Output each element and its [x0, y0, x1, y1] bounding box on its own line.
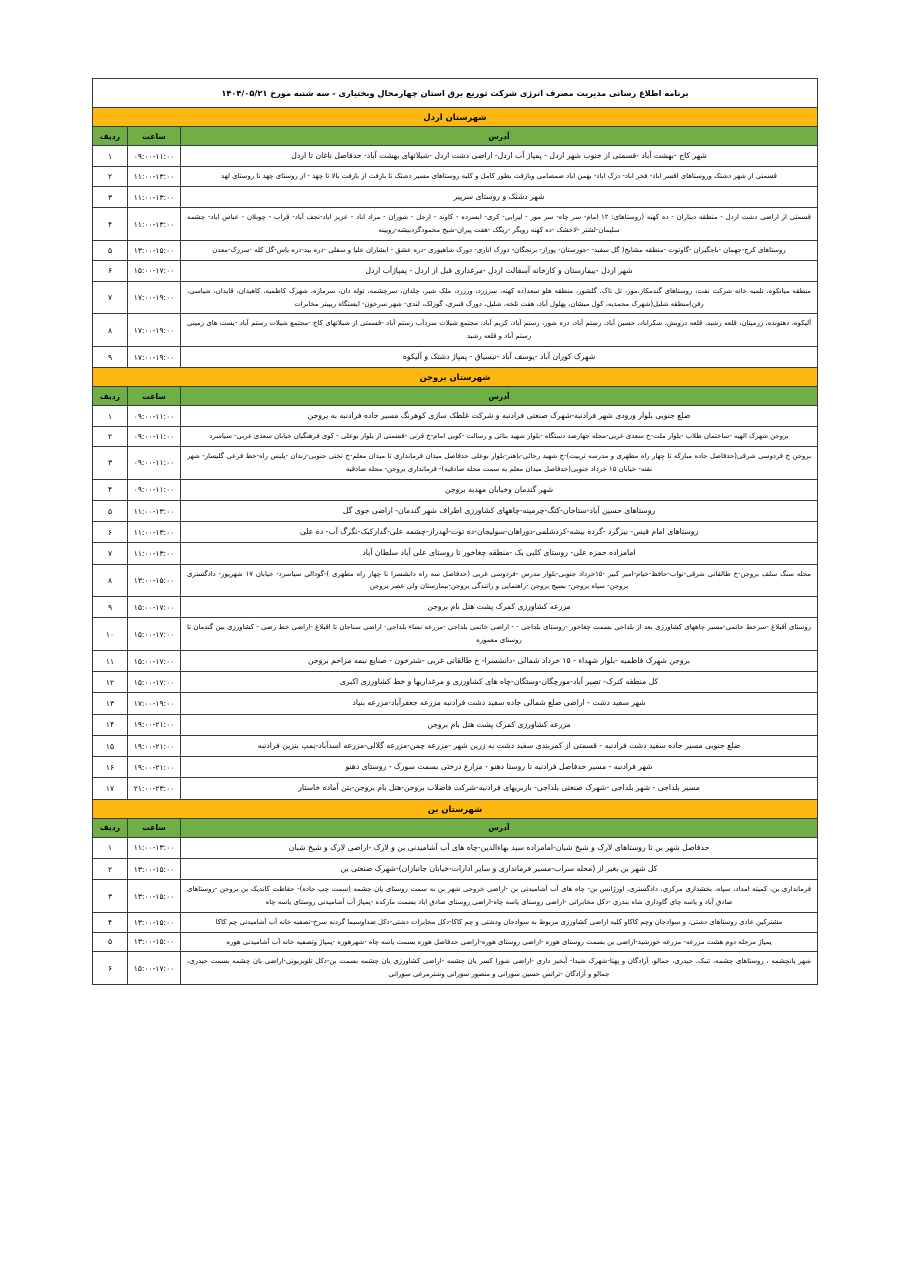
outage-time-cell: ۰۹:۰۰-۱۱:۰۰	[128, 146, 181, 167]
county-header-row	[92, 368, 817, 387]
outage-address-cell: ضلع جنوبی مسیر جاده سفید دشت فرادنبه - قسمتی از کمربندی سفید دشت به زرین شهر -مزرعه چمن-مزرعه گلالی-مزرعه اسدآباد-پمپ بنزین فرادنبه	[181, 735, 818, 756]
outage-time-cell: ۱۱:۰۰-۱۳:۰۰	[128, 187, 181, 208]
column-header-address: آدرس	[181, 387, 818, 406]
outage-time-cell: ۱۳:۰۰-۱۵:۰۰	[128, 880, 181, 913]
table-row	[92, 281, 817, 314]
outage-schedule-sheet	[93, 78, 818, 985]
outage-address-cell: روستاهای امام قیس- بیزگرد -گرده بیشه-کردشلمی-دوراهان-سولیجان-ده توت-لهدراز-چشمه علی-گدارکبک-نگرگ آب- ده علی	[181, 522, 818, 543]
outage-row-number-cell: ۲	[92, 167, 127, 187]
outage-time-cell: ۱۵:۰۰-۱۷:۰۰	[128, 650, 181, 671]
column-header-address: آدرس	[181, 127, 818, 146]
outage-address-cell: مزرعه کشاورزی کمرک پشت هتل بام بروجن	[181, 597, 818, 618]
outage-row-number-cell: ۳	[92, 447, 127, 480]
outage-time-cell: ۱۵:۰۰-۱۷:۰۰	[128, 260, 181, 281]
table-row	[92, 187, 817, 208]
outage-row-number-cell: ۲	[92, 427, 127, 447]
outage-address-cell: شهر گندمان وخیابان مهدیه بروجن	[181, 479, 818, 500]
outage-time-cell: ۱۳:۰۰-۱۵:۰۰	[128, 912, 181, 932]
county-header-row	[92, 799, 817, 818]
outage-address-cell: قسمتی از اراضی دشت اردل - منطقه دیناران - ده کهنه (روستاهای: ۱۲ امام- سر چاه- سر مور - لیرابی- کری- ابسرده - کاوند - ارجل - شوران - مراد اباد - عزیز اباد-نجف آباد- قراب - چوبلان - عباس اباد- چشمه سلیمان-لشتر -لاخشک -ده کهنه رویگر -ریگک -هفت پیران-شیخ محمودگردبیشه-رویینه	[181, 208, 818, 241]
table-row	[92, 672, 817, 693]
outage-time-cell: ۱۹:۰۰-۲۱:۰۰	[128, 757, 181, 778]
outage-address-cell: بروجن شهرک الهیه -ساختمان طلاب -بلوار ملت-خ سعدی غربی-محله جهارصد دستگاه -بلوار شهید بنائی و رسالت -کویی امام-خ قرنی -قسمتی از بلوار بوعلی - کوی فرهنگیان خیابان سعدی غربی- سیاسرد	[181, 427, 818, 447]
table-row	[92, 447, 817, 480]
outage-time-cell: ۱۷:۰۰-۱۹:۰۰	[128, 314, 181, 347]
outage-row-number-cell: ۶	[92, 260, 127, 281]
table-row	[92, 314, 817, 347]
outage-row-number-cell: ۷	[92, 543, 127, 564]
outage-address-cell: مسیر بلداجی - شهر بلداجی -شهرک صنعتی بلداجی- باربریهای فرادنبه-شرکت فاضلاب بروجن-هتل بام بروجن-بتن آماده خاستار	[181, 778, 818, 799]
outage-address-cell: شهر دشتک و روستای سرپیر	[181, 187, 818, 208]
outage-address-cell: شهرک کوران آباد -یوسف آباد -نیسیاق - پمپاژ دشتک و آلیکوه	[181, 346, 818, 367]
table-row	[92, 618, 817, 651]
outage-row-number-cell: ۱	[92, 837, 127, 858]
outage-address-cell: حدفاصل شهر بن تا روستاهای لارک و شیخ شبان-امامزاده سید بهاءالدین-چاه های آب آشامیدنی بن و لارک -اراضی لارک و شیخ شبان	[181, 837, 818, 858]
outage-address-cell: شهر کاج -بهشت آباد -قسمتی از جنوب شهر اردل - پمپاژ آب اردل- اراضی دشت اردل -شیلاتهای بهشت آباد- حدفاصل ناغان تا اردل	[181, 146, 818, 167]
column-header-rowno: ردیف	[92, 818, 127, 837]
column-header-time: ساعت	[128, 127, 181, 146]
outage-row-number-cell: ۹	[92, 597, 127, 618]
table-row	[92, 932, 817, 952]
table-row	[92, 735, 817, 756]
outage-time-cell: ۱۵:۰۰-۱۷:۰۰	[128, 597, 181, 618]
outage-address-cell: ضلع جنوبی بلوار ورودی شهر فرادنبه-شهرک صنعتی فرادنبه و شرکت غلطک سازی کوهرنگ مسیر جاده فرادنبه به بروجن	[181, 406, 818, 427]
outage-time-cell: ۱۱:۰۰-۱۳:۰۰	[128, 167, 181, 187]
page-title: برنامه اطلاع رسانی مدیریت مصرف انرژی شرکت توزیع برق استان چهارمحال وبختیاری - سه شنبه مورخ ۱۴۰۴/۰۵/۲۱	[92, 79, 817, 108]
table-row	[92, 522, 817, 543]
table-row	[92, 880, 817, 913]
outage-time-cell: ۱۹:۰۰-۲۱:۰۰	[128, 735, 181, 756]
column-header-row	[92, 818, 817, 837]
outage-address-cell: آلیکوه، دهتونده، زرمیتان، قلعه رشید، قلعه درویش، شکراباد، حسین آباد، رستم آباد، دره شور، رستم آباد، کریم آباد، مجتمع شیلات سردآب رستم آباد -قسمتی از شیلاتهای کاج -مجتمع شیلات رستم آباد -پست های زمینی رستم آباد و قلعه رشید	[181, 314, 818, 347]
document-title-row	[92, 79, 817, 108]
outage-time-cell: ۱۵:۰۰-۱۷:۰۰	[128, 952, 181, 985]
outage-address-cell: منطقه میانکوه، تلمبه خانه شرکت نفت، روستاهای گندمکار،مور، تل تاک، گلشور، منطقه هلو سعد(ده کهنه، سرزرد، ورزرد، ملک شیر، چلدان، سرچشمه، توله دان، سرمازه، شهرک کاظمیه، کاهیدان، قایدان، شیاسی، رفن)منطقه شلیل(شهرک محمدیه، کول میشان، پهلول آباد، هفت تلخه، شلیل، دورک قنبری، گوزلک، لندی- شهر سرخون- ایستگاه ریپیتر مخابرات	[181, 281, 818, 314]
outage-row-number-cell: ۷	[92, 281, 127, 314]
outage-address-cell: بروجن خ فردوسی شرقی(حدفاصل جاده مبارکه تا چهار راه مطهری و مدرسه تربیت)-خ شهید رجائی-باهنر-بلوار بوعلی حدفاصل میدان فرمانداری تا میدان معلم-خ تختی جنوبی-زندان -پلیس راه-خط فرعی گلیسار- شهر نقنه- خیابان ۱۵ خرداد جنوبی(حدفاصل میدان معلم به سمت محله صادقیه)- فرمانداری بروجن- محله صادقیه	[181, 447, 818, 480]
outage-address-cell: کل منطقه کنرک- تصیر آباد-مورچگان-وستگان-چاه های کشاورزی و مرغداریها و خط کشاورزی اکبری	[181, 672, 818, 693]
column-header-time: ساعت	[128, 387, 181, 406]
table-row	[92, 167, 817, 187]
table-row	[92, 260, 817, 281]
outage-time-cell: ۱۵:۰۰-۱۷:۰۰	[128, 618, 181, 651]
outage-time-cell: ۱۳:۰۰-۱۵:۰۰	[128, 932, 181, 952]
table-row	[92, 427, 817, 447]
outage-time-cell: ۰۹:۰۰-۱۱:۰۰	[128, 406, 181, 427]
column-header-time: ساعت	[128, 818, 181, 837]
table-row	[92, 208, 817, 241]
outage-address-cell: مشترکین عادی روستاهای دشتی، و سوادجان وچم کاکاو کلیه اراضی کشاورزی مربوط به سوادجان ودشتی و چم کاکا-دکل مخابرات دشتی-دکل صداوسیما گردنه سرخ-تصفیه خانه آب آشامیدنی چم کاکا	[181, 912, 818, 932]
table-row	[92, 146, 817, 167]
outage-row-number-cell: ۹	[92, 346, 127, 367]
outage-address-cell: فرمانداری بن، کمیته امداد، سپاه، بخشداری مرکزی، دادگستری، اورژانس بن- چاه های آب آشامیدنی بن -اراضی خروجی شهر بن به سمت روستای یان چشمه (سمت چپ جاده)- حفاظت کاندیک بن بروجن -روستاهای صادق آباد و یاسه چای گاوداری شاه بندری -دکل مخابراتی -اراضی روستای یاسه چاه-اراضی روستای صادق اباد بسمت مارکده -پمپاژ آب آشامیدنی روستای یاسه چاه	[181, 880, 818, 913]
outage-address-cell: محله سنگ سلف بروجن-خ طالقانی شرقی-نواب-حافظ-خیام-امیر کبیر -۱۵خرداد جنوبی-بلوار مدرس -فردوسی غربی (حدفاصل سه راه دانشسرا تا چهار راه مطهری )-گودالی سیاسرد- خیابان ۱۷ شهریور- دادگستری بروجن- سپاه بروجن- بسیج بروجن -راهنمایی و رانندگی بروجن-بیمارستان ولی عصر بروجن	[181, 564, 818, 597]
table-row	[92, 837, 817, 858]
outage-row-number-cell: ۱۷	[92, 778, 127, 799]
outage-address-cell: شهر یانچشمه ، روستاهای چشمه، تنبک، حیدری، جمالو، آزادگان و پهنا-شهرک شیدا- آبخیز داری -اراضی شورا کسر یان چشمه -اراضی کشاورزی یان چشمه بسمت بن-دکل تلویزیونی-اراضی یان چشمه بسمت حیدری، جمالو و آزادگان -تراتس حسین سورانی و منصور سورانی وشترمرغی سورانی	[181, 952, 818, 985]
outage-row-number-cell: ۴	[92, 208, 127, 241]
column-header-address: آدرس	[181, 818, 818, 837]
outage-row-number-cell: ۶	[92, 952, 127, 985]
table-row	[92, 346, 817, 367]
outage-row-number-cell: ۳	[92, 880, 127, 913]
column-header-rowno: ردیف	[92, 127, 127, 146]
outage-time-cell: ۰۹:۰۰-۱۱:۰۰	[128, 447, 181, 480]
outage-row-number-cell: ۳	[92, 187, 127, 208]
outage-row-number-cell: ۵	[92, 240, 127, 260]
outage-address-cell: پمپاژ مرحله دوم هشت مزرعه- مزرعه خورشید-اراضی بن بسمت روستای هوره -اراضی روستای هوره-اراضی حدفاصل هوره بسمت یاسه چاه -شهرهوره -پمپاژ وتصفیه خانه آب آشامیدنی هوره	[181, 932, 818, 952]
outage-address-cell: مزرعه کشاورزی کمرک پشت هتل بام بروجن	[181, 714, 818, 735]
outage-address-cell: قسمتی از شهر دشتک وروستاهای اقسر اباد- فخر اباد- دزک اباد- بهمن اباد صمصامی وبازفت بطور کامل و کلیه روستاهای مسیر دشتک تا بازفت از بازفت بالا تا چهد - از روستای چهد تا روستای لهد	[181, 167, 818, 187]
table-row	[92, 912, 817, 932]
outage-address-cell: امامزاده حمزه علی- روستای کلبی یک -منطقه چغاخور تا روستای علی آباد سلطان آباد	[181, 543, 818, 564]
outage-time-cell: ۱۳:۰۰-۱۵:۰۰	[128, 564, 181, 597]
table-row	[92, 858, 817, 879]
outage-time-cell: ۰۹:۰۰-۱۱:۰۰	[128, 427, 181, 447]
outage-row-number-cell: ۱۶	[92, 757, 127, 778]
outage-address-cell: شهر سفید دشت - اراضی ضلع شمالی جاده سفید دشت فرادنبه مزرعه جعفرآباد-مزرعه بنیاد	[181, 693, 818, 714]
outage-time-cell: ۰۹:۰۰-۱۱:۰۰	[128, 479, 181, 500]
outage-row-number-cell: ۱۴	[92, 714, 127, 735]
outage-row-number-cell: ۵	[92, 500, 127, 521]
table-row	[92, 714, 817, 735]
outage-row-number-cell: ۱۰	[92, 618, 127, 651]
outage-row-number-cell: ۴	[92, 479, 127, 500]
outage-row-number-cell: ۸	[92, 564, 127, 597]
county-header-row	[92, 108, 817, 127]
outage-time-cell: ۱۱:۰۰-۱۳:۰۰	[128, 543, 181, 564]
table-row	[92, 778, 817, 799]
outage-row-number-cell: ۸	[92, 314, 127, 347]
outage-time-cell: ۱۹:۰۰-۲۱:۰۰	[128, 714, 181, 735]
outage-time-cell: ۱۱:۰۰-۱۳:۰۰	[128, 500, 181, 521]
column-header-rowno: ردیف	[92, 387, 127, 406]
outage-row-number-cell: ۱۵	[92, 735, 127, 756]
table-row	[92, 543, 817, 564]
outage-row-number-cell: ۵	[92, 932, 127, 952]
column-header-row	[92, 387, 817, 406]
outage-time-cell: ۱۱:۰۰-۱۳:۰۰	[128, 837, 181, 858]
outage-time-cell: ۱۷:۰۰-۱۹:۰۰	[128, 346, 181, 367]
outage-row-number-cell: ۲	[92, 858, 127, 879]
outage-time-cell: ۱۱:۰۰-۱۳:۰۰	[128, 522, 181, 543]
outage-time-cell: ۱۳:۰۰-۱۵:۰۰	[128, 858, 181, 879]
county-name: شهرستان بروجن	[92, 368, 817, 387]
outage-time-cell: ۱۷:۰۰-۱۹:۰۰	[128, 693, 181, 714]
outage-address-cell: روستاهای حسین آباد-ستاجان-کنگ-چرمینه-چاههای کشاورزی اطراف شهر گندمان- اراضی جوی گل	[181, 500, 818, 521]
outage-address-cell: شهر فرادنبه - مسیر حدفاصل فرادنبه تا روستا دهنو - مزارع درختی بسمت سورک - روستای دهنو	[181, 757, 818, 778]
county-name: شهرستان بن	[92, 799, 817, 818]
outage-row-number-cell: ۱۲	[92, 672, 127, 693]
outage-address-cell: روستای آقبلاغ -سرخط حاتمی-مسیر چاههای کشاورزی بعد از بلداجی بسمت چغاخور -روستای بلداجی - - اراضی خاتمی بلداجی -مزرعه نساء بلداجی- اراضی سناجان تا اقبلاغ -اراضی خط رضی - کشاورزی بین گندمان تا روستای معموره	[181, 618, 818, 651]
outage-row-number-cell: ۴	[92, 912, 127, 932]
column-header-row	[92, 127, 817, 146]
outage-row-number-cell: ۱	[92, 146, 127, 167]
table-row	[92, 597, 817, 618]
outage-time-cell: ۱۳:۰۰-۱۵:۰۰	[128, 240, 181, 260]
table-row	[92, 952, 817, 985]
table-row	[92, 693, 817, 714]
outage-time-cell: ۱۵:۰۰-۱۷:۰۰	[128, 672, 181, 693]
outage-row-number-cell: ۱۳	[92, 693, 127, 714]
outage-schedule-table	[92, 78, 818, 985]
county-name: شهرستان اردل	[92, 108, 817, 127]
table-row	[92, 564, 817, 597]
outage-address-cell: روستاهای کرج-جهمان -باجگیران -گاوتوت -منطقه مشایخ( گل سفید- -جوزستان- پوراز- برنجگان- دورک اناری- دورک شاهپوری -دره عشق - ابشاران علیا و سفلی -دره بید-دره یاس-گل کله -سررک-معدن	[181, 240, 818, 260]
table-row	[92, 500, 817, 521]
table-row	[92, 757, 817, 778]
table-row	[92, 479, 817, 500]
outage-time-cell: ۱۷:۰۰-۱۹:۰۰	[128, 281, 181, 314]
table-row	[92, 406, 817, 427]
outage-time-cell: ۲۱:۰۰-۲۳:۰۰	[128, 778, 181, 799]
outage-row-number-cell: ۱	[92, 406, 127, 427]
outage-address-cell: بروجن شهرک فاطمیه -بلوار شهداء - ۱۵ خرداد شمالی -دانشسرا- خ طالقانی غربی -شترخون - صنایع نیمه مزاحم بروجن	[181, 650, 818, 671]
table-row	[92, 650, 817, 671]
outage-row-number-cell: ۶	[92, 522, 127, 543]
outage-address-cell: شهر اردل -بیمارستان و کارخانه آسفالت اردل -مرغداری قبل از اردل - پمپاژآب اردل	[181, 260, 818, 281]
outage-address-cell: کل شهر بن بغیر از (محله سراب-مسیر فرمانداری و سایر ادارات-خیابان جانبازان)-شهرک صنعتی بن	[181, 858, 818, 879]
outage-time-cell: ۱۱:۰۰-۱۳:۰۰	[128, 208, 181, 241]
outage-row-number-cell: ۱۱	[92, 650, 127, 671]
table-row	[92, 240, 817, 260]
